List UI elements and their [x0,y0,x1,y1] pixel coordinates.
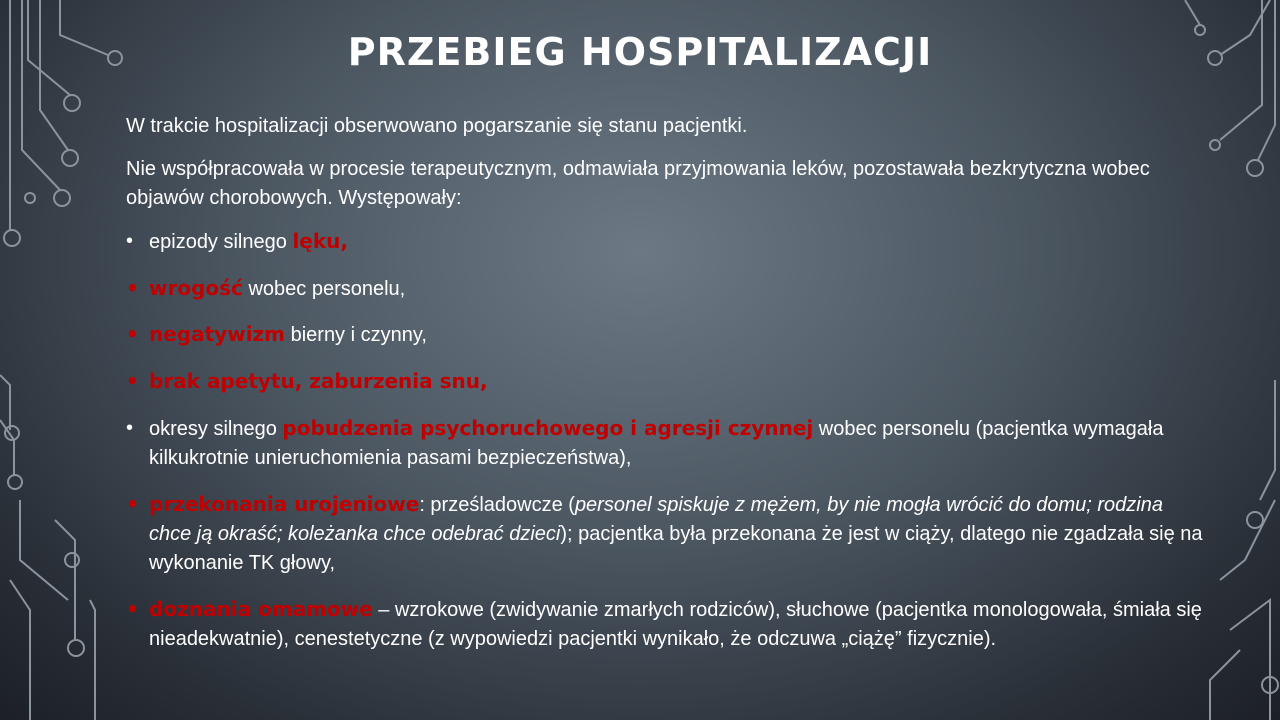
symptom-list [126,227,1206,654]
list-item [126,595,1206,654]
bullet-text: bierny i czynny, [285,324,427,346]
paragraph-intro: W trakcie hospitalizacji obserwowano pogarszanie się stanu pacjentki. [126,115,748,137]
bullet-dot: • [126,276,139,300]
list-item [126,490,1206,578]
italic-text: personel spiskuje z mężem, by nie mogła wrócić do domu; rodzina chce ją okraść; koleżanka chce odebrać dzieci [149,494,1163,545]
bullet-dot: • [126,417,134,439]
list-item [126,227,1206,257]
list-item [126,414,1206,473]
bullet-dot: • [126,230,134,252]
highlight-text: lęku, [292,229,348,253]
highlight-text: brak apetytu, zaburzenia snu, [149,369,488,393]
highlight-text: pobudzenia psychoruchowego i agresji czynnej [282,416,814,440]
circuit-decoration-left [0,0,130,720]
slide-title: PRZEBIEG HOSPITALIZACJI [347,30,933,74]
bullet-dot: • [126,369,139,393]
bullet-text: wobec personelu (pacjentka wymagała kilkukrotnie unieruchomienia pasami bezpieczeństwa), [149,418,1164,469]
bullet-text: ); pacjentka była przekonana że jest w ciąży, dlatego nie zgadzała się na wykonanie TK głowy, [149,523,1203,574]
highlight-text: negatywizm [149,322,286,346]
bullet-text: epizody silnego [149,231,293,253]
slide-body [126,112,1206,671]
paragraph-cooperation: Nie współpracowała w procesie terapeutycznym, odmawiała przyjmowania leków, pozostawała bezkrytyczna wobec objawów chorobowych. Występowały: [126,158,1150,209]
list-item [126,367,1206,397]
bullet-text: okresy silnego [149,418,283,440]
list-item [126,320,1206,350]
highlight-text: doznania omamowe [149,597,373,621]
highlight-text: wrogość [149,276,243,300]
bullet-dot: • [126,492,139,516]
bullet-dot: • [126,322,139,346]
bullet-dot: • [126,597,139,621]
highlight-text: przekonania urojeniowe [149,492,420,516]
list-item [126,274,1206,304]
bullet-text: wobec personelu, [242,278,406,300]
bullet-text: : prześladowcze ( [419,494,575,516]
bullet-text: – wzrokowe (zwidywanie zmarłych rodziców), słuchowe (pacjentka monologowała, śmiała się nieadekwatnie), cenestetyczne (z wypowiedzi pacjentki wynikało, że odczuwa „ciążę” fizycznie). [149,599,1202,650]
